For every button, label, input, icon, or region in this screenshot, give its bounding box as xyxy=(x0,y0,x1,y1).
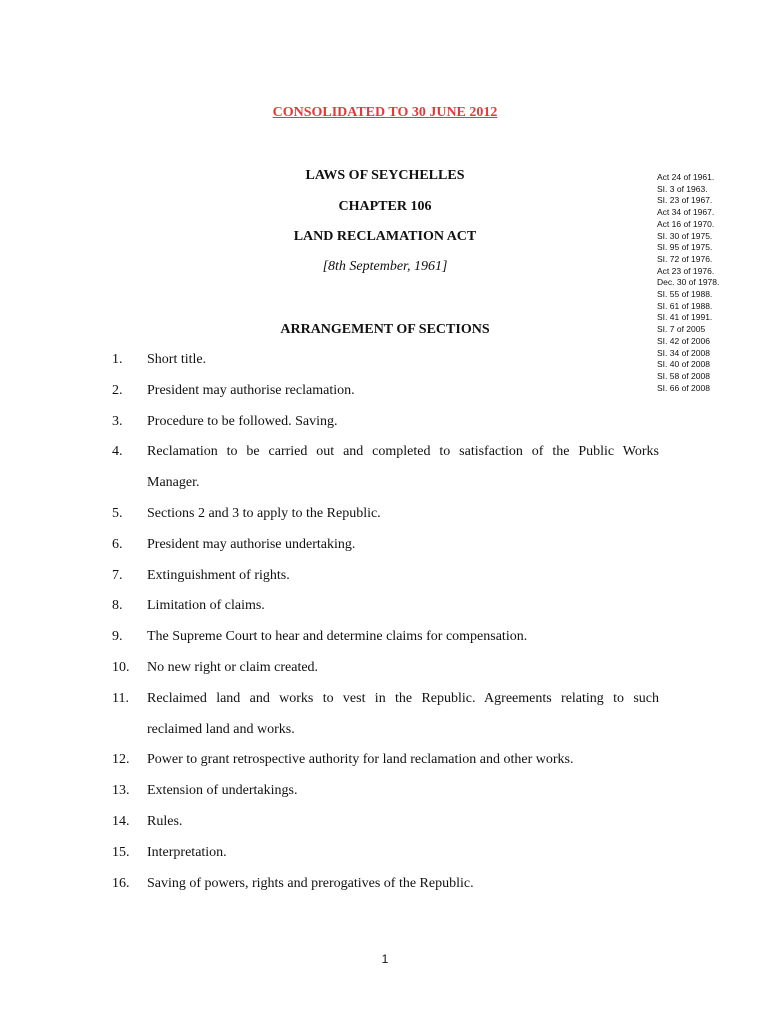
laws-title: LAWS OF SEYCHELLES xyxy=(305,168,465,183)
amendment-item: SI. 3 of 1963. xyxy=(657,183,708,194)
amendment-item: SI. 72 of 1976. xyxy=(657,253,713,264)
amendment-item: SI. 42 of 2006 xyxy=(657,335,710,346)
section-number: 14. xyxy=(112,814,130,829)
section-number: 16. xyxy=(112,875,130,891)
section-number: 3. xyxy=(112,413,123,429)
amendment-history xyxy=(657,172,762,394)
section-title: Limitation of claims. xyxy=(147,598,265,614)
consolidated-notice: CONSOLIDATED TO 30 JUNE 2012 xyxy=(272,105,498,120)
section-number: 6. xyxy=(112,536,123,552)
amendment-item: SI. 7 of 2005 xyxy=(657,324,706,335)
section-number: 11. xyxy=(112,690,129,706)
section-number: 2. xyxy=(112,382,123,398)
section-title: Reclamation to be carried out and completed to satisfaction of the Public Works xyxy=(147,444,659,460)
amendment-item: SI. 58 of 2008 xyxy=(657,370,710,381)
amendment-item: SI. 55 of 1988. xyxy=(657,289,713,300)
section-title-continuation: Manager. xyxy=(147,475,200,491)
amendment-item: SI. 41 of 1991. xyxy=(657,312,713,323)
section-title: Power to grant retrospective authority for land reclamation and other works. xyxy=(147,752,574,768)
section-title: No new right or claim created. xyxy=(147,660,319,675)
amendment-item: Dec. 30 of 1978. xyxy=(657,277,720,288)
section-title-continuation: reclaimed land and works. xyxy=(147,721,295,737)
section-number: 7. xyxy=(112,567,123,583)
amendment-item: SI. 23 of 1967. xyxy=(657,195,713,206)
amendment-item: SI. 61 of 1988. xyxy=(657,300,713,311)
section-title: President may authorise reclamation. xyxy=(147,382,355,398)
amendment-item: SI. 30 of 1975. xyxy=(657,230,713,241)
act-date: [8th September, 1961] xyxy=(322,259,448,274)
section-number: 4. xyxy=(112,444,123,460)
section-number: 5. xyxy=(112,506,123,521)
amendment-item: SI. 66 of 2008 xyxy=(657,382,710,393)
amendment-item: SI. 34 of 2008 xyxy=(657,347,710,358)
section-number: 1. xyxy=(112,352,123,367)
section-title: President may authorise undertaking. xyxy=(147,536,356,552)
section-number: 15. xyxy=(112,844,130,860)
amendment-item: Act 23 of 1976. xyxy=(657,265,715,276)
section-number: 13. xyxy=(112,783,130,799)
section-number: 12. xyxy=(112,752,130,768)
amendment-item: Act 34 of 1967. xyxy=(657,207,715,218)
section-title: Interpretation. xyxy=(147,844,227,860)
section-number: 8. xyxy=(112,598,123,614)
section-title: Extinguishment of rights. xyxy=(147,567,290,583)
section-number: 10. xyxy=(112,660,130,675)
act-title: LAND RECLAMATION ACT xyxy=(293,229,477,244)
section-title: Sections 2 and 3 to apply to the Republic. xyxy=(147,506,381,521)
amendment-item: Act 24 of 1961. xyxy=(657,172,715,182)
section-title: Short title. xyxy=(147,352,207,367)
amendment-item: SI. 95 of 1975. xyxy=(657,242,713,253)
section-title: Saving of powers, rights and prerogatives of the Republic. xyxy=(147,875,474,891)
chapter-title: CHAPTER 106 xyxy=(338,199,432,214)
section-title: Extension of undertakings. xyxy=(147,783,298,799)
section-number: 9. xyxy=(112,629,123,645)
amendment-item: SI. 40 of 2008 xyxy=(657,359,710,370)
section-title: Rules. xyxy=(147,814,183,829)
amendment-item: Act 16 of 1970. xyxy=(657,218,715,229)
arrangement-heading: ARRANGEMENT OF SECTIONS xyxy=(280,322,490,337)
section-title: Procedure to be followed. Saving. xyxy=(147,413,338,429)
section-title: Reclaimed land and works to vest in the Republic. Agreements relating to such xyxy=(147,690,659,706)
section-title: The Supreme Court to hear and determine claims for compensation. xyxy=(147,629,528,645)
page-number: 1 xyxy=(381,952,389,966)
